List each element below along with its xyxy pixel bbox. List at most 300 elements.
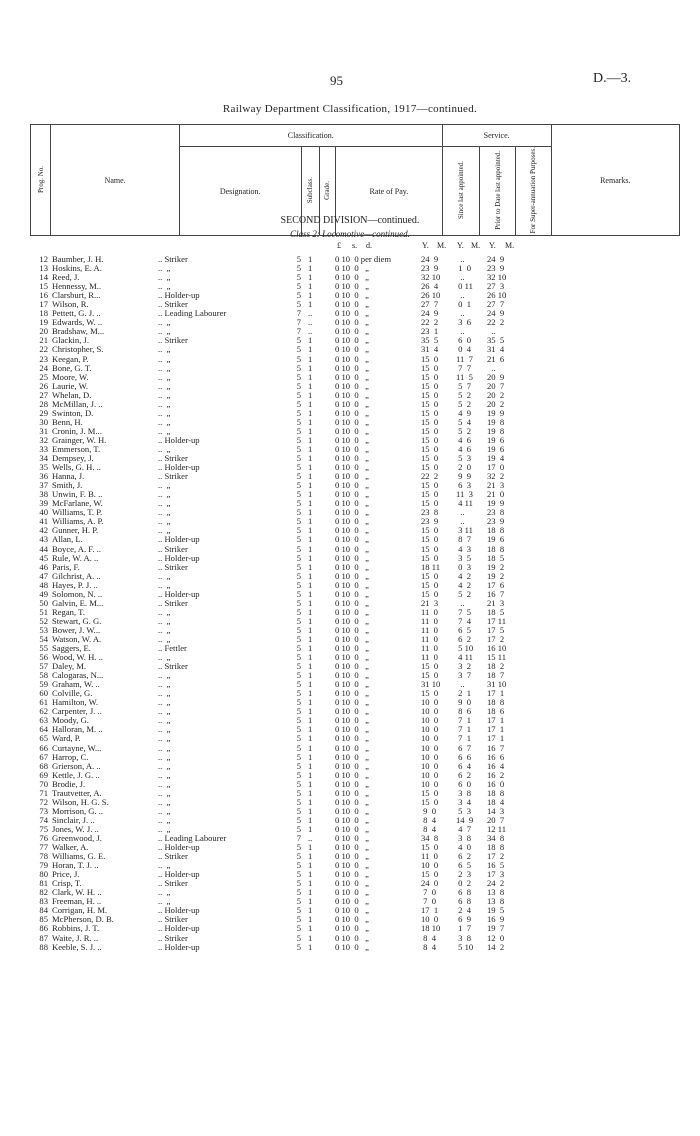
cell-grade: 1 [308,923,313,934]
cell-rate-of-pay: 0 10 0 „ [335,742,369,753]
cell-since-appointed: 24 9 [421,254,439,264]
cell-superannuation: 20 2 [487,398,505,409]
cell-prog-no: 21 [39,335,48,346]
cell-grade: 1 [308,679,313,690]
cell-superannuation: 24 9 [487,254,505,264]
cell-name: Bone, G. T. [52,362,92,373]
cell-rate-of-pay: 0 10 0 „ [335,407,369,418]
cell-name: Crisp, T. [52,878,82,889]
cell-subclass: 5 [296,633,301,644]
cell-rate-of-pay: 0 10 0 „ [335,724,369,735]
cell-name: Saggers, E. [52,643,91,654]
cell-grade: 1 [308,787,313,798]
cell-designation: .. Striker [158,299,188,310]
cell-subclass: 5 [296,597,301,608]
cell-superannuation: 12 11 [487,823,507,834]
cell-prog-no: 51 [39,606,48,617]
cell-subclass: 7 [296,308,301,319]
unit-years-3: Y. [489,241,496,250]
cell-prior-service: .. [456,326,465,337]
cell-rate-of-pay: 0 10 0 „ [335,480,369,491]
cell-designation: .. „ [158,380,171,391]
cell-designation: .. Striker [158,851,188,862]
cell-prog-no: 38 [39,489,48,500]
cell-subclass: 5 [296,570,301,581]
cell-since-appointed: 22 2 [421,317,439,328]
cell-designation: .. „ [158,724,171,735]
cell-rate-of-pay: 0 10 0 „ [335,371,369,382]
cell-prog-no: 66 [39,742,48,753]
cell-prior-service: 4 7 [456,823,472,834]
cell-name: Halloran, M. .. [52,724,103,735]
cell-subclass: 5 [296,697,301,708]
cell-grade: 1 [308,842,313,853]
cell-designation: .. Striker [158,661,188,672]
cell-subclass: 5 [296,805,301,816]
header-designation: Designation. [179,147,301,236]
cell-rate-of-pay: 0 10 0 „ [335,661,369,672]
cell-subclass: 5 [296,489,301,500]
cell-since-appointed: 11 0 [421,624,438,635]
cell-designation: .. „ [158,398,171,409]
cell-designation: .. „ [158,733,171,744]
cell-prog-no: 71 [39,787,48,798]
cell-prog-no: 48 [39,579,48,590]
cell-superannuation: 18 8 [487,525,505,536]
cell-grade: 1 [308,742,313,753]
unit-months-3: M. [505,241,515,250]
cell-subclass: 5 [296,380,301,391]
cell-name: Regan, T. [52,606,85,617]
cell-since-appointed: 15 0 [421,489,439,500]
cell-rate-of-pay: 0 10 0 „ [335,543,369,554]
cell-designation: .. Leading Labourer [158,308,227,319]
cell-since-appointed: 17 1 [421,905,439,916]
cell-prior-service: 5 2 [456,425,472,436]
cell-grade: 1 [308,416,313,427]
cell-superannuation: 20 2 [487,389,505,400]
cell-since-appointed: 18 10 [421,923,441,934]
cell-prog-no: 65 [39,733,48,744]
cell-superannuation: 16 5 [487,860,505,871]
cell-name: McFarlane, W. [52,498,103,509]
cell-subclass: 5 [296,480,301,491]
header-name: Name. [51,125,179,236]
cell-subclass: 5 [296,588,301,599]
cell-prior-service: 3 8 [456,833,472,843]
cell-grade: 1 [308,606,313,617]
cell-subclass: 5 [296,543,301,554]
cell-grade: .. [308,317,313,328]
cell-grade: 1 [308,335,313,346]
cell-name: Colville, G. [52,688,93,699]
cell-prior-service: 1 0 [456,263,472,274]
cell-prog-no: 32 [39,434,48,445]
cell-rate-of-pay: 0 10 0 „ [335,869,369,880]
cell-prior-service: 5 10 [456,643,474,654]
cell-rate-of-pay: 0 10 0 „ [335,706,369,717]
cell-designation: .. Holder-up [158,923,200,934]
cell-name: Freeman, H. .. [52,896,102,907]
cell-name: Grierson, A. .. [52,760,101,771]
cell-rate-of-pay: 0 10 0 „ [335,941,369,952]
cell-grade: 1 [308,914,313,925]
cell-designation: .. „ [158,326,171,337]
cell-superannuation: 19 2 [487,570,505,581]
cell-subclass: 5 [296,516,301,527]
cell-designation: .. „ [158,362,171,373]
cell-name: Watson, W. A. [52,633,102,644]
cell-grade: 1 [308,688,313,699]
cell-superannuation: 16 4 [487,760,505,771]
cell-prior-service: 3 11 [456,525,473,536]
cell-rate-of-pay: 0 10 0 „ [335,760,369,771]
cell-grade: 1 [308,299,313,310]
cell-prior-service: 6 6 [456,751,472,762]
cell-rate-of-pay: 0 10 0 „ [335,688,369,699]
cell-rate-of-pay: 0 10 0 „ [335,471,369,482]
cell-subclass: 5 [296,290,301,301]
cell-grade: .. [308,308,313,319]
cell-superannuation: 17 5 [487,624,505,635]
cell-name: Trautvetter, A. [52,787,102,798]
cell-prog-no: 35 [39,462,48,473]
cell-subclass: 5 [296,263,301,274]
cell-subclass: 5 [296,389,301,400]
cell-prior-service: 7 7 [456,362,472,373]
cell-grade: 1 [308,462,313,473]
cell-rate-of-pay: 0 10 0 „ [335,633,369,644]
cell-grade: 1 [308,543,313,554]
cell-since-appointed: 7 0 [421,887,437,898]
cell-name: Greenwood, J. [52,833,102,843]
cell-prior-service: 3 7 [456,670,472,681]
cell-subclass: 5 [296,443,301,454]
cell-name: Galvin, E. M... [52,597,104,608]
cell-name: Clarsburt, R... [52,290,101,301]
cell-prior-service: 3 4 [456,796,472,807]
cell-subclass: 5 [296,787,301,798]
cell-prog-no: 15 [39,281,48,292]
cell-superannuation: 17 6 [487,579,505,590]
cell-name: Glackin, J. [52,335,89,346]
cell-designation: .. „ [158,425,171,436]
cell-designation: .. „ [158,507,171,518]
cell-designation: .. „ [158,272,171,283]
cell-since-appointed: 15 0 [421,670,439,681]
cell-rate-of-pay: 0 10 0 „ [335,561,369,572]
cell-since-appointed: 15 0 [421,389,439,400]
cell-prior-service: 4 2 [456,570,472,581]
cell-prior-service: .. [456,507,465,518]
cell-grade: 1 [308,498,313,509]
cell-superannuation: 31 10 [487,679,507,690]
cell-subclass: 5 [296,281,301,292]
cell-prior-service: 6 0 [456,778,472,789]
cell-prog-no: 29 [39,407,48,418]
cell-grade: 1 [308,860,313,871]
cell-prior-service: 3 2 [456,661,472,672]
cell-name: McPherson, D. B. [52,914,114,925]
cell-rate-of-pay: 0 10 0 „ [335,679,369,690]
cell-prior-service: 5 7 [456,380,472,391]
cell-superannuation: 22 2 [487,317,505,328]
cell-superannuation: 26 10 [487,290,507,301]
cell-prior-service: .. [456,308,465,319]
cell-since-appointed: 15 0 [421,353,439,364]
cell-designation: .. „ [158,317,171,328]
cell-subclass: 5 [296,434,301,445]
cell-rate-of-pay: 0 10 0 „ [335,570,369,581]
cell-since-appointed: 34 8 [421,833,439,843]
cell-grade: 1 [308,823,313,834]
cell-designation: .. „ [158,760,171,771]
cell-grade: 1 [308,733,313,744]
cell-prog-no: 39 [39,498,48,509]
cell-prog-no: 74 [39,814,48,825]
cell-prior-service: 9 0 [456,697,472,708]
cell-name: Waite, J. R. .. [52,932,99,943]
cell-prior-service: .. [456,254,465,264]
cell-rate-of-pay: 0 10 0 „ [335,344,369,355]
cell-designation: .. „ [158,778,171,789]
cell-superannuation: 17 1 [487,688,505,699]
cell-rate-of-pay: 0 10 0 „ [335,842,369,853]
cell-prog-no: 77 [39,842,48,853]
cell-name: Dempsey, J. [52,453,94,464]
cell-rate-of-pay: 0 10 0 „ [335,833,369,843]
cell-grade: 1 [308,751,313,762]
cell-rate-of-pay: 0 10 0 „ [335,389,369,400]
cell-rate-of-pay: 0 10 0 „ [335,335,369,346]
cell-prog-no: 55 [39,643,48,654]
cell-subclass: 5 [296,534,301,545]
cell-superannuation: 19 6 [487,443,505,454]
cell-prior-service: 6 4 [456,760,472,771]
page-number: 95 [330,73,343,88]
cell-grade: .. [308,833,313,843]
cell-prior-service: 6 7 [456,742,472,753]
cell-since-appointed: 15 0 [421,443,439,454]
cell-superannuation: 19 8 [487,416,505,427]
cell-designation: .. „ [158,769,171,780]
cell-since-appointed: 15 0 [421,480,439,491]
cell-since-appointed: 32 10 [421,272,441,283]
cell-prior-service: 4 2 [456,579,472,590]
cell-designation: .. „ [158,814,171,825]
cell-prior-service: 0 3 [456,561,472,572]
cell-superannuation: 17 2 [487,633,505,644]
cell-name: Jones, W. J. .. [52,823,99,834]
cell-grade: 1 [308,896,313,907]
cell-subclass: 5 [296,335,301,346]
cell-superannuation: 31 4 [487,344,505,355]
cell-since-appointed: 15 0 [421,380,439,391]
cell-grade: 1 [308,570,313,581]
cell-superannuation: .. [487,326,496,337]
cell-prog-no: 44 [39,543,48,554]
cell-rate-of-pay: 0 10 0 „ [335,896,369,907]
cell-prior-service: 4 9 [456,407,472,418]
cell-prog-no: 40 [39,507,48,518]
cell-prior-service: 7 1 [456,715,472,726]
cell-prog-no: 84 [39,905,48,916]
cell-rate-of-pay: 0 10 0 „ [335,434,369,445]
cell-name: Brodie, J. [52,778,86,789]
header-superannuation: For Super-annuation Purposes. [516,147,552,236]
cell-since-appointed: 8 4 [421,941,437,952]
cell-prior-service: 4 11 [456,498,473,509]
cell-prior-service: 4 6 [456,434,472,445]
cell-grade: 1 [308,290,313,301]
cell-prog-no: 19 [39,317,48,328]
unit-pence: d. [366,241,372,250]
cell-name: Horan, T. J. .. [52,860,99,871]
cell-subclass: 5 [296,362,301,373]
cell-superannuation: 18 5 [487,552,505,563]
cell-superannuation: 20 7 [487,814,505,825]
cell-subclass: 5 [296,254,301,264]
cell-subclass: 5 [296,353,301,364]
cell-since-appointed: 15 0 [421,579,439,590]
cell-superannuation: 16 9 [487,914,505,925]
cell-prior-service: 6 2 [456,633,472,644]
cell-rate-of-pay: 0 10 0 „ [335,380,369,391]
cell-superannuation: 23 9 [487,516,505,527]
cell-since-appointed: 10 0 [421,724,439,735]
cell-since-appointed: 8 4 [421,932,437,943]
cell-name: Allan, L. [52,534,83,545]
cell-subclass: 5 [296,778,301,789]
cell-prog-no: 61 [39,697,48,708]
cell-grade: 1 [308,624,313,635]
cell-since-appointed: 15 0 [421,362,439,373]
cell-superannuation: 27 7 [487,299,505,310]
cell-subclass: 5 [296,398,301,409]
cell-prior-service: .. [456,290,465,301]
cell-superannuation: 14 2 [487,941,505,952]
cell-designation: .. Holder-up [158,905,200,916]
cell-name: Price, J. [52,869,80,880]
cell-subclass: 5 [296,652,301,663]
cell-prior-service: 9 9 [456,471,472,482]
cell-prior-service: .. [456,516,465,527]
cell-name: Williams, T. P. [52,507,103,518]
cell-designation: .. „ [158,715,171,726]
cell-name: Corrigan, H. M. [52,905,108,916]
cell-grade: 1 [308,398,313,409]
cell-prior-service: 6 8 [456,896,472,907]
cell-prog-no: 86 [39,923,48,934]
cell-superannuation: 34 8 [487,833,505,843]
cell-subclass: 5 [296,371,301,382]
cell-designation: .. „ [158,887,171,898]
unit-years-1: Y. [422,241,429,250]
cell-name: Wilson, R. [52,299,89,310]
cell-grade: 1 [308,443,313,454]
cell-superannuation: 18 7 [487,670,505,681]
header-subclass: Subclass. [301,147,319,236]
cell-name: Cronin, J. M... [52,425,102,436]
cell-rate-of-pay: 0 10 0 „ [335,697,369,708]
cell-grade: 1 [308,344,313,355]
cell-designation: .. Striker [158,254,188,264]
cell-grade: 1 [308,670,313,681]
cell-prior-service: 4 0 [456,842,472,853]
cell-name: Hayes, P. J. .. [52,579,98,590]
cell-grade: 1 [308,561,313,572]
cell-prog-no: 26 [39,380,48,391]
cell-designation: .. Striker [158,543,188,554]
cell-rate-of-pay: 0 10 0 „ [335,507,369,518]
cell-prog-no: 70 [39,778,48,789]
cell-designation: .. Striker [158,932,188,943]
cell-superannuation: 27 3 [487,281,505,292]
cell-superannuation: 17 0 [487,462,505,473]
cell-designation: .. „ [158,344,171,355]
cell-name: Gunner, H. P. [52,525,99,536]
header-classification: Classification. [179,125,442,147]
cell-designation: .. „ [158,670,171,681]
cell-name: McMillan, J. .. [52,398,103,409]
cell-superannuation: 21 3 [487,480,505,491]
cell-grade: 1 [308,661,313,672]
cell-superannuation: 14 3 [487,805,505,816]
cell-grade: 1 [308,769,313,780]
cell-rate-of-pay: 0 10 0 „ [335,416,369,427]
cell-grade: 1 [308,516,313,527]
cell-superannuation: 20 7 [487,380,505,391]
cell-superannuation: 32 2 [487,471,505,482]
cell-superannuation: 16 7 [487,742,505,753]
cell-rate-of-pay: 0 10 0 „ [335,905,369,916]
cell-since-appointed: 15 0 [421,796,439,807]
cell-designation: .. Striker [158,471,188,482]
cell-since-appointed: 15 0 [421,661,439,672]
cell-subclass: 5 [296,878,301,889]
cell-superannuation: .. [487,362,496,373]
cell-since-appointed: 15 0 [421,534,439,545]
cell-subclass: 5 [296,796,301,807]
header-remarks: Remarks. [551,125,679,236]
cell-designation: .. Striker [158,878,188,889]
cell-grade: 1 [308,652,313,663]
cell-name: Whelan, D. [52,389,92,400]
cell-rate-of-pay: 0 10 0 „ [335,733,369,744]
cell-prog-no: 34 [39,453,48,464]
cell-superannuation: 17 1 [487,724,505,735]
cell-name: Sinclair, J. .. [52,814,95,825]
cell-prior-service: 2 1 [456,688,472,699]
cell-rate-of-pay: 0 10 0 „ [335,588,369,599]
cell-rate-of-pay: 0 10 0 „ [335,425,369,436]
cell-designation: .. „ [158,751,171,762]
cell-name: Boyce, A. F. .. [52,543,101,554]
cell-since-appointed: 23 9 [421,263,439,274]
cell-designation: .. Striker [158,914,188,925]
cell-grade: 1 [308,715,313,726]
cell-grade: 1 [308,389,313,400]
cell-prior-service: 2 0 [456,462,472,473]
cell-prior-service: 3 6 [456,317,472,328]
cell-superannuation: 17 2 [487,851,505,862]
cell-superannuation: 19 6 [487,434,505,445]
cell-designation: .. „ [158,480,171,491]
cell-since-appointed: 15 0 [421,425,439,436]
cell-grade: 1 [308,353,313,364]
cell-prior-service: 6 3 [456,480,472,491]
cell-since-appointed: 24 9 [421,308,439,319]
